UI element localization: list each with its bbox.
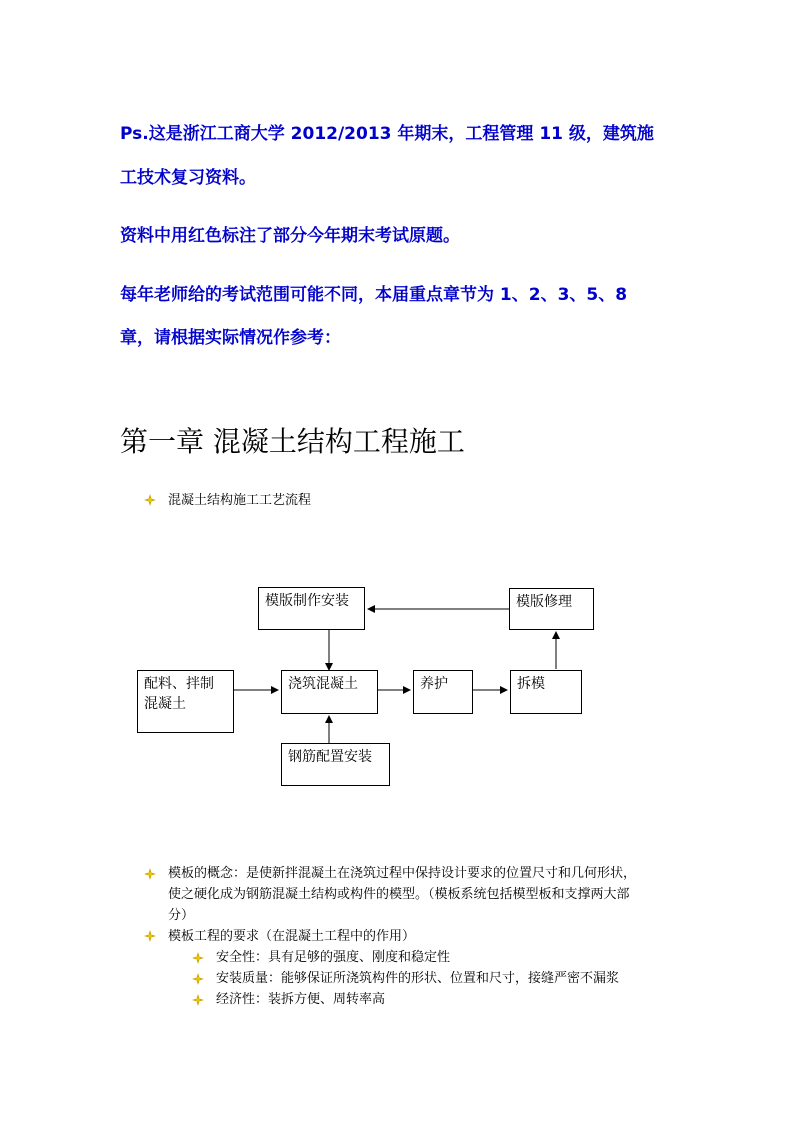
- note-line-4: 每年老师给的考试范围可能不同，本届重点章节为 1、2、3、5、8: [120, 285, 628, 305]
- box-cure-label: 养护: [420, 676, 448, 692]
- sun-bullet-icon: [192, 952, 204, 964]
- sun-bullet-icon: [144, 930, 156, 942]
- box-pour: [281, 670, 378, 714]
- concept-line-1: 模板的概念：是使新拌混凝土在浇筑过程中保持设计要求的位置尺寸和几何形状，: [168, 866, 637, 881]
- note-line-1: Ps.这是浙江工商大学 2012/2013 年期末，工程管理 11 级，建筑施: [120, 124, 654, 144]
- requirements-heading: 模板工程的要求（在混凝土工程中的作用）: [168, 929, 416, 944]
- section-heading: 混凝土结构施工工艺流程: [168, 493, 312, 508]
- concept-paragraph: [168, 863, 636, 926]
- box-mold-make: [258, 587, 365, 630]
- chapter-title: 第一章 混凝土结构工程施工: [120, 425, 465, 458]
- box-demold: [510, 670, 582, 714]
- box-mold-repair-label: 模版修理: [516, 594, 572, 610]
- requirement-quality: 安装质量：能够保证所浇筑构件的形状、位置和尺寸，接缝严密不漏浆: [216, 971, 620, 986]
- box-mold-make-label: 模版制作安装: [265, 593, 349, 609]
- note-line-2: 工技术复习资料。: [120, 168, 256, 188]
- requirement-economy: 经济性：装拆方便、周转率高: [216, 992, 386, 1007]
- box-pour-label: 浇筑混凝土: [288, 676, 358, 692]
- concept-line-2: 使之硬化成为钢筋混凝土结构或构件的模型。（模板系统包括模型板和支撑两大部: [168, 887, 630, 902]
- box-rebar: [281, 743, 390, 786]
- note-line-3: 资料中用红色标注了部分今年期末考试原题。: [120, 226, 460, 246]
- box-rebar-label: 钢筋配置安装: [288, 749, 372, 765]
- requirement-safety: 安全性：具有足够的强度、刚度和稳定性: [216, 950, 451, 965]
- box-mix-label-2: 混凝土: [144, 696, 186, 712]
- note-line-5: 章，请根据实际情况作参考：: [120, 328, 341, 348]
- box-mix: [137, 670, 234, 733]
- box-cure: [413, 670, 473, 714]
- sun-bullet-icon: [192, 973, 204, 985]
- box-mix-label-1: 配料、拌制: [144, 676, 214, 692]
- concept-line-3: 分）: [168, 908, 195, 923]
- sun-bullet-icon: [192, 994, 204, 1006]
- box-mold-repair: [509, 588, 594, 630]
- sun-bullet-icon: [144, 868, 156, 880]
- box-demold-label: 拆模: [517, 676, 545, 692]
